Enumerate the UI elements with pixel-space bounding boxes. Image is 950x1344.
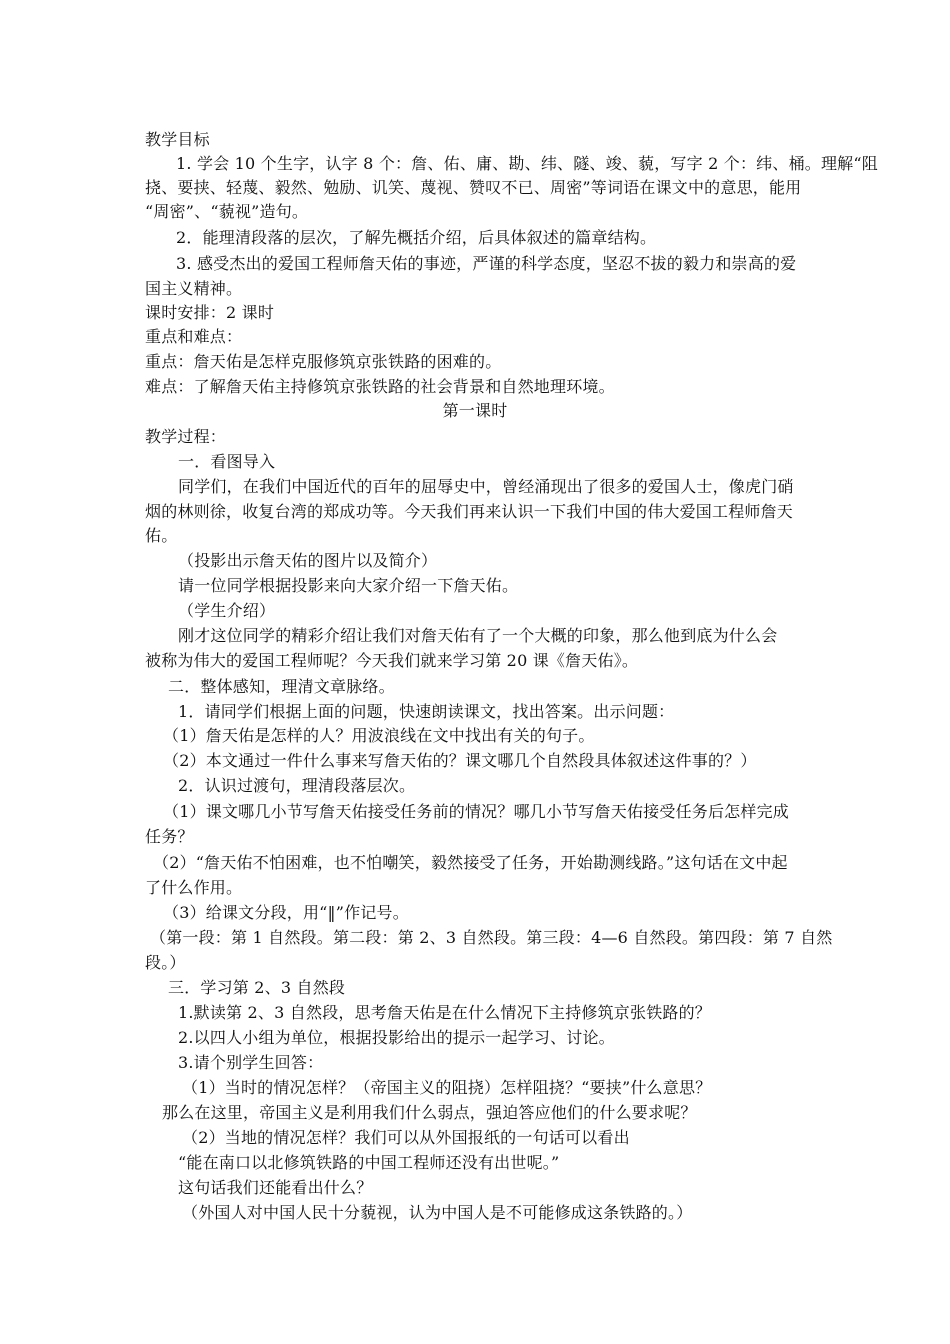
intro-paragraph-line-2: 烟的林则徐，收复台湾的郑成功等。今天我们再来认识一下我们中国的伟大爱国工程师詹天	[145, 502, 794, 521]
segmentation-answer-line-1: （第一段：第 1 自然段。第二段：第 2、3 自然段。第三段：4—6 自然段。第四段：第 7 自然	[150, 928, 833, 947]
step-3-item-3: 3.请个别学生回答：	[178, 1053, 324, 1072]
goal-3-line-1: 3. 感受杰出的爱国工程师詹天佑的事迹，严谨的科学态度，坚忍不拔的毅力和崇高的爱	[176, 254, 797, 273]
step-2-question-2: （2）本文通过一件什么事来写詹天佑的？课文哪几个自然段具体叙述这件事的？）	[163, 751, 757, 770]
step-3-question-1: （1）当时的情况怎样？（帝国主义的阻挠）怎样阻挠？“要挟”什么意思？	[182, 1078, 712, 1097]
step-3-question-2: （2）当地的情况怎样？我们可以从外国报纸的一句话可以看出	[182, 1128, 630, 1147]
newspaper-quote: “能在南口以北修筑铁路的中国工程师还没有出世呢。”	[178, 1153, 560, 1172]
key-point: 重点：詹天佑是怎样克服修筑京张铁路的困难的。	[145, 352, 502, 371]
segmentation-answer-line-2: 段。）	[145, 953, 186, 972]
step-2-question-1: （1）詹天佑是怎样的人？用波浪线在文中找出有关的句子。	[163, 726, 595, 745]
projection-note: （投影出示詹天佑的图片以及简介）	[178, 551, 438, 570]
section-title-first-lesson: 第一课时	[442, 401, 508, 420]
step-2-sub-1-line-1: （1）课文哪几小节写詹天佑接受任务前的情况？哪几小节写詹天佑接受任务后怎样完成	[163, 802, 789, 821]
step-3-item-2: 2.以四人小组为单位，根据投影给出的提示一起学习、讨论。	[178, 1028, 615, 1047]
heading-teaching-process: 教学过程：	[145, 427, 227, 446]
heading-key-points: 重点和难点：	[145, 327, 243, 346]
intro-paragraph-line-1: 同学们，在我们中国近代的百年的屈辱史中，曾经涌现出了很多的爱国人士，像虎门硝	[178, 477, 794, 496]
step-2-sub-2-line-2: 了什么作用。	[145, 878, 243, 897]
goal-1-line-1: 1. 学会 10 个生字，认字 8 个：詹、佑、庸、勘、纬、隧、竣、藐，写字 2 个：纬、桶。理解“阻	[176, 154, 878, 173]
step-3-heading: 三．学习第 2、3 自然段	[168, 978, 346, 997]
class-hours: 课时安排：2 课时	[145, 303, 275, 322]
step-3-item-1: 1.默读第 2、3 自然段，思考詹天佑是在什么情况下主持修筑京张铁路的？	[178, 1003, 711, 1022]
heading-teaching-goals: 教学目标	[145, 130, 210, 149]
goal-3-line-2: 国主义精神。	[145, 279, 243, 298]
step-2-sub-2-line-1: （2）“詹天佑不怕困难，也不怕嘲笑，毅然接受了任务，开始勘测线路。”这句话在文中起	[153, 853, 788, 872]
goal-2: 2．能理清段落的层次，了解先概括介绍，后具体叙述的篇章结构。	[176, 228, 657, 247]
student-intro-request: 请一位同学根据投影来向大家介绍一下詹天佑。	[178, 576, 519, 595]
step-2-sub-1-line-2: 任务？	[145, 827, 194, 846]
goal-1-line-3: “周密”、“藐视”造句。	[145, 202, 309, 221]
step-2-sub-3: （3）给课文分段，用“‖”作记号。	[163, 903, 409, 922]
transition-paragraph-line-2: 被称为伟大的爱国工程师呢？今天我们就来学习第 20 课《詹天佑》。	[145, 651, 639, 670]
intro-paragraph-line-3: 佑。	[145, 526, 178, 545]
step-2-heading: 二．整体感知，理清文章脉络。	[168, 677, 395, 696]
goal-1-line-2: 挠、要挟、轻蔑、毅然、勉励、讥笑、蔑视、赞叹不已、周密”等词语在课文中的意思，能用	[145, 178, 802, 197]
transition-paragraph-line-1: 刚才这位同学的精彩介绍让我们对詹天佑有了一个大概的印象，那么他到底为什么会	[178, 626, 778, 645]
step-2-item-1: 1．请同学们根据上面的问题，快速朗读课文，找出答案。出示问题：	[178, 702, 675, 721]
step-1-heading: 一．看图导入	[178, 452, 276, 471]
difficult-point: 难点：了解詹天佑主持修筑京张铁路的社会背景和自然地理环境。	[145, 377, 615, 396]
follow-up-question: 这句话我们还能看出什么？	[178, 1178, 373, 1197]
student-intro-note: （学生介绍）	[178, 601, 276, 620]
step-3-question-1-followup: 那么在这里，帝国主义是利用我们什么弱点，强迫答应他们的什么要求呢？	[162, 1103, 697, 1122]
follow-up-answer: （外国人对中国人民十分藐视，认为中国人是不可能修成这条铁路的。）	[182, 1203, 693, 1222]
step-2-item-2: 2．认识过渡句，理清段落层次。	[178, 776, 416, 795]
